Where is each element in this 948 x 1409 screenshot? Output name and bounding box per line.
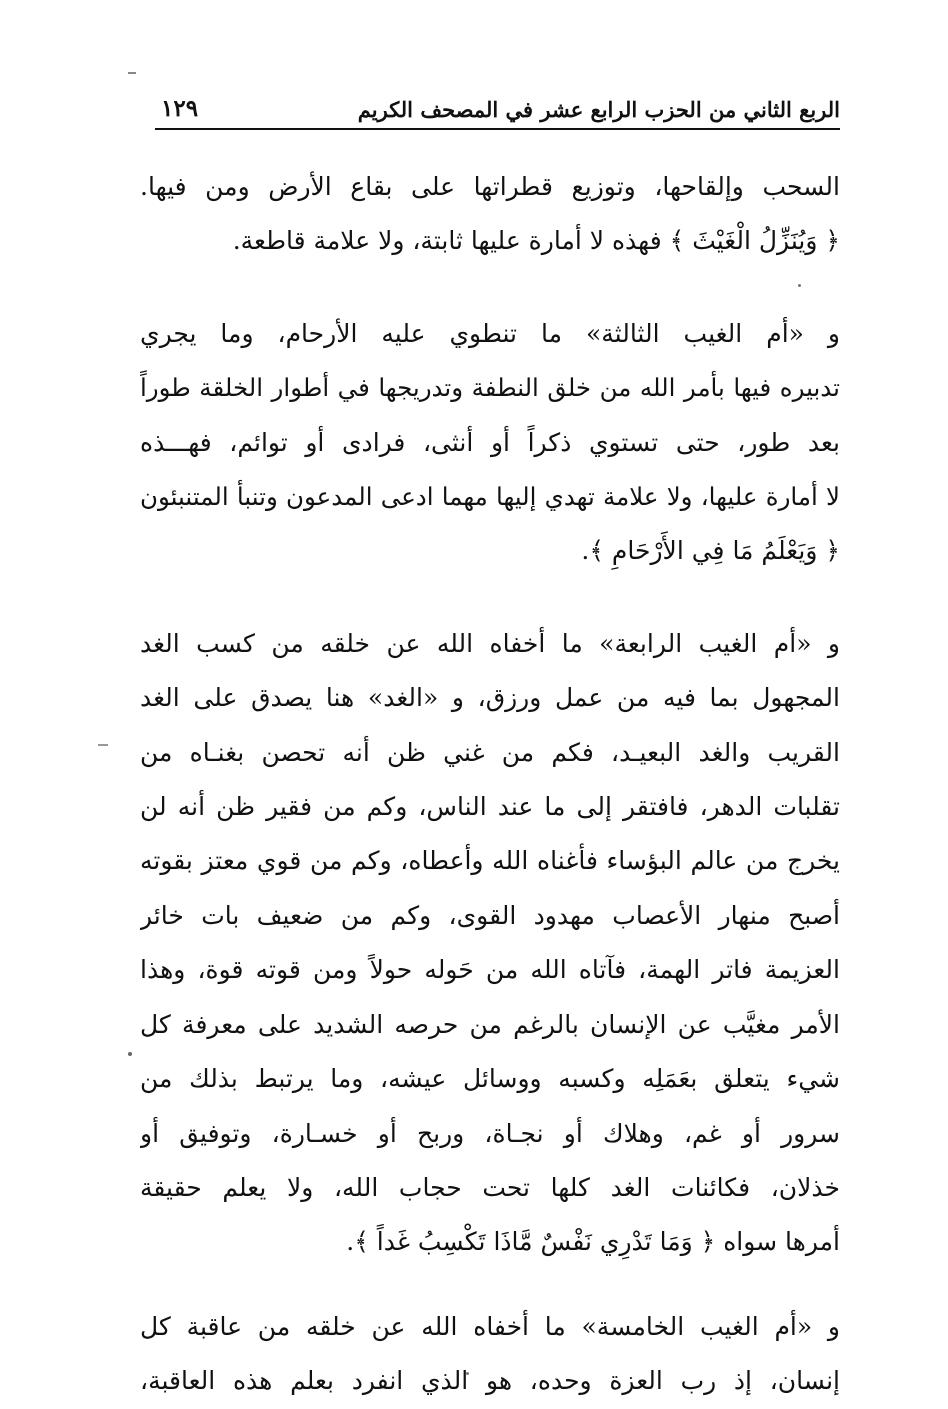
text-line: سرور أو غم، وهلاك أو نجـاة، وربح أو خسـارة، وتوفيق أو [140,1118,840,1148]
text-line: خذلان، فكائنات الغد كلها تحت حجاب الله، ولا يعلم حقيقة [140,1172,840,1202]
text-line: و «أم الغيب الخامسة» ما أخفاه الله عن خلقه من عاقبة كل [140,1311,840,1341]
margin-dot-mark [128,1052,132,1056]
paragraph [140,307,840,579]
paragraph [140,160,840,269]
text-line: تدبيره فيها بأمر الله من خلق النطفة وتدريجها في أطوار الخلقة طوراً [140,373,840,403]
page-number: ١٢٩ [161,95,199,122]
text-line: و «أم الغيب الرابعة» ما أخفاه الله عن خلقه من كسب الغد [140,628,840,658]
text-line: إنسان، إذ رب العزة وحده، هو الذي انفرد بعلم هذه العاقبة، [140,1366,840,1396]
text-line: تقلبات الدهر، فافتقر إلى ما عند الناس، وكم من فقير ظن أنه لن [140,792,840,822]
text-line: أصبح منهار الأعصاب مهدود القوى، وكم من ضعيف بات خائر [140,900,840,930]
text-line: الأمر مغيَّب عن الإنسان بالرغم من حرصه الشديد على معرفة كل [140,1009,840,1039]
paragraph [140,1300,840,1409]
text-line: ﴿ وَيُنَزِّلُ الْغَيْثَ ﴾ فهذه لا أمارة عليها ثابتة، ولا علامة قاطعة. [232,226,840,256]
text-line: ﴿ وَيَعْلَمُ مَا فِي الأَرْحَامِ ﴾. [581,536,840,566]
text-line: المجهول بما فيه من عمل ورزق، و «الغد» هنا يصدق على الغد [140,683,840,713]
running-title: الربع الثاني من الحزب الرابع عشر في المصحف الكريم [357,97,840,122]
text-line: بعد طور، حتى تستوي ذكراً أو أنثى، فرادى أو توائم، فهـــذه [140,427,840,457]
text-line: القريب والغد البعيـد، فكم من غني ظن أنه تحصن بغنـاه من [140,737,840,767]
body-text [140,160,840,1409]
text-line: شيء يتعلق بعَمَلِه وكسبه ووسائل عيشه، وما يرتبط بذلك من [140,1064,840,1094]
text-line: و «أم الغيب الثالثة» ما تنطوي عليه الأرحام، وما يجري [140,318,840,348]
margin-tick-mark [98,744,108,746]
text-line: العزيمة فاتر الهمة، فآتاه الله من حَوله حولاً ومن قوته قوة، وهذا [140,955,840,985]
text-line: أمرها سواه ﴿ وَمَا تَدْرِي نَفْسٌ مَّاذَا تَكْسِبُ غَداً ﴾. [346,1227,840,1257]
text-line: يخرج من عالم البؤساء فأغناه الله وأعطاه، وكم من قوي معتز بقوته [140,846,840,876]
margin-tick-mark [128,72,136,74]
text-line: لا أمارة عليها، ولا علامة تهدي إليها مهما ادعى المدعون وتنبأ المتنبئون [140,482,840,512]
text-line: السحب وإلقاحها، وتوزيع قطراتها على بقاع الأرض ومن فيها. [140,172,840,201]
paragraph [140,617,840,1270]
page-header [155,86,840,130]
